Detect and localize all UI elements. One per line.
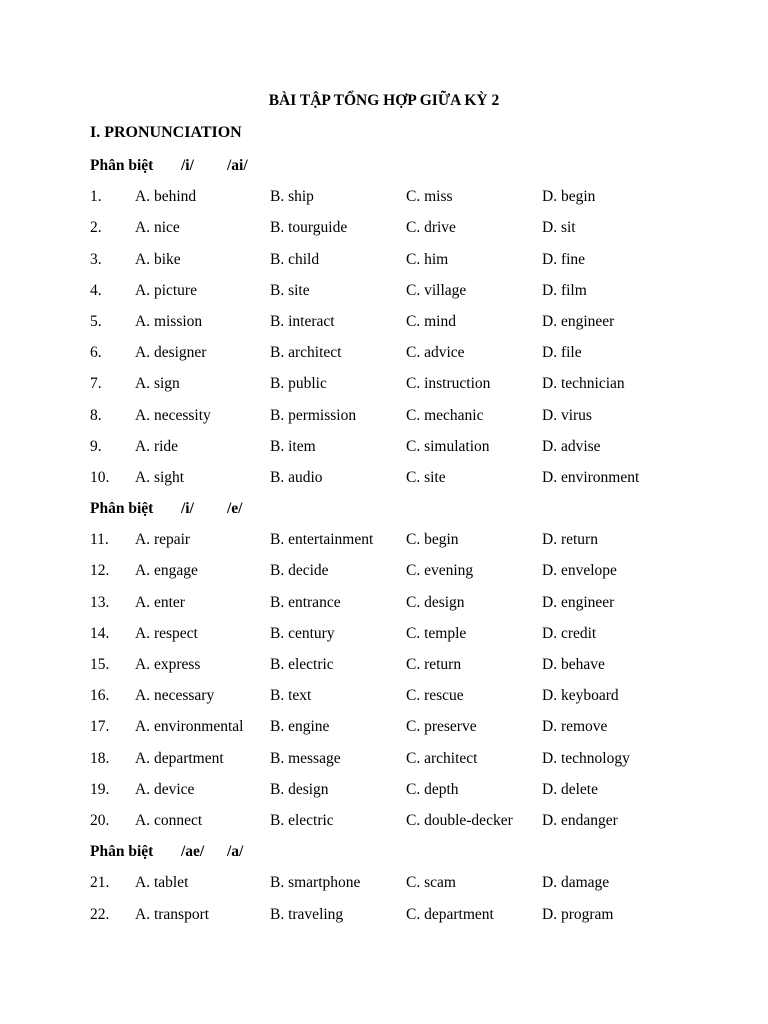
- option-d: D. program: [542, 905, 614, 923]
- question-row: [0, 711, 768, 742]
- question-row: [0, 743, 768, 774]
- option-d: D. virus: [542, 406, 592, 424]
- question-row: [0, 587, 768, 618]
- option-a: A. express: [135, 656, 201, 673]
- option-d: D. film: [542, 281, 587, 299]
- question-row: [0, 431, 768, 462]
- question-number: 11.: [90, 531, 109, 549]
- question-number: 1.: [90, 188, 102, 206]
- option-c: C. drive: [406, 219, 456, 237]
- option-a: A. enter: [135, 593, 185, 611]
- option-a: A. mission: [135, 312, 203, 330]
- option-a: A. designer: [135, 344, 207, 362]
- question-number: 10.: [90, 468, 110, 486]
- option-a: A. respect: [135, 624, 198, 642]
- phonetic-symbol: /ae/: [181, 843, 205, 861]
- question-row: [0, 680, 768, 711]
- option-c: C. scam: [406, 874, 456, 892]
- option-d: D. behave: [542, 656, 605, 673]
- option-c: C. architect: [406, 749, 478, 767]
- option-d: D. keyboard: [542, 687, 619, 705]
- group-label: Phân biệt: [90, 157, 154, 174]
- option-b: B. electric: [270, 811, 334, 829]
- option-b: B. permission: [270, 406, 357, 424]
- option-a: A. department: [135, 749, 224, 767]
- option-b: B. century: [270, 624, 335, 642]
- question-row: [0, 774, 768, 805]
- option-d: D. delete: [542, 780, 598, 798]
- option-a: A. device: [135, 780, 195, 798]
- phonetic-symbol: /e/: [227, 500, 243, 518]
- option-c: C. mind: [406, 312, 456, 330]
- option-c: C. him: [406, 250, 449, 268]
- question-row: [0, 462, 768, 493]
- group-heading: [0, 493, 768, 524]
- option-b: B. tourguide: [270, 219, 348, 237]
- option-d: D. environment: [542, 468, 640, 486]
- option-a: A. sight: [135, 468, 185, 486]
- option-b: B. smartphone: [270, 874, 361, 892]
- option-c: C. rescue: [406, 687, 464, 705]
- question-row: [0, 275, 768, 306]
- option-b: B. ship: [270, 188, 314, 206]
- option-c: C. design: [406, 593, 465, 611]
- option-b: B. electric: [270, 656, 334, 673]
- question-row: [0, 337, 768, 368]
- question-number: 13.: [90, 593, 110, 611]
- question-row: [0, 212, 768, 243]
- option-b: B. message: [270, 749, 341, 767]
- option-c: C. site: [406, 468, 446, 486]
- question-number: 17.: [90, 718, 110, 736]
- question-number: 19.: [90, 780, 110, 798]
- option-d: D. damage: [542, 874, 610, 892]
- question-number: 6.: [90, 344, 102, 362]
- option-a: A. behind: [135, 188, 197, 206]
- question-number: 8.: [90, 406, 102, 424]
- option-b: B. public: [270, 375, 327, 393]
- question-number: 21.: [90, 874, 110, 892]
- option-c: C. evening: [406, 562, 474, 580]
- option-b: B. traveling: [270, 905, 344, 923]
- phonetic-symbol: /ai/: [227, 157, 248, 174]
- question-number: 22.: [90, 905, 110, 923]
- option-b: B. child: [270, 250, 320, 268]
- option-d: D. remove: [542, 718, 608, 736]
- question-number: 18.: [90, 749, 110, 767]
- question-number: 14.: [90, 624, 110, 642]
- option-c: C. depth: [406, 780, 459, 798]
- question-number: 9.: [90, 437, 102, 455]
- question-number: 4.: [90, 281, 102, 299]
- group-label: Phân biệt: [90, 500, 154, 518]
- option-d: D. technology: [542, 749, 630, 767]
- question-number: 2.: [90, 219, 102, 237]
- question-row: [0, 244, 768, 275]
- option-a: A. transport: [135, 905, 210, 923]
- option-b: B. site: [270, 281, 310, 299]
- option-a: A. necessary: [135, 687, 215, 705]
- option-d: D. sit: [542, 219, 576, 237]
- option-b: B. engine: [270, 718, 330, 736]
- option-c: C. temple: [406, 624, 467, 642]
- option-c: C. department: [406, 905, 494, 923]
- option-d: D. fine: [542, 250, 586, 268]
- question-number: 7.: [90, 375, 102, 393]
- question-number: 16.: [90, 687, 110, 705]
- option-d: D. begin: [542, 188, 596, 206]
- group-heading: [0, 836, 768, 867]
- option-b: B. decide: [270, 562, 329, 580]
- option-b: B. architect: [270, 344, 342, 362]
- option-b: B. interact: [270, 312, 335, 330]
- option-d: D. file: [542, 344, 582, 362]
- option-c: C. double-decker: [406, 811, 513, 829]
- option-b: B. text: [270, 687, 312, 705]
- question-row: [0, 368, 768, 399]
- option-c: C. advice: [406, 344, 465, 362]
- question-number: 5.: [90, 312, 102, 330]
- group-heading: [0, 150, 768, 181]
- group-label: Phân biệt: [90, 843, 154, 861]
- option-a: A. bike: [135, 250, 181, 268]
- question-row: [0, 618, 768, 649]
- option-d: D. engineer: [542, 593, 615, 611]
- option-a: A. connect: [135, 811, 203, 829]
- question-row: [0, 400, 768, 431]
- option-c: C. village: [406, 281, 467, 299]
- question-row: [0, 524, 768, 555]
- question-row: [0, 867, 768, 898]
- option-a: A. tablet: [135, 874, 189, 892]
- option-d: D. credit: [542, 624, 597, 642]
- option-d: D. endanger: [542, 811, 618, 829]
- question-row: [0, 306, 768, 337]
- option-c: C. preserve: [406, 718, 477, 736]
- option-b: B. design: [270, 780, 329, 798]
- question-number: 15.: [90, 656, 110, 673]
- option-b: B. entertainment: [270, 531, 374, 549]
- option-d: D. engineer: [542, 312, 615, 330]
- option-d: D. advise: [542, 437, 601, 455]
- phonetic-symbol: /a/: [227, 843, 244, 861]
- question-row: [0, 181, 768, 212]
- option-d: D. technician: [542, 375, 625, 393]
- phonetic-symbol: /i/: [181, 500, 194, 518]
- question-number: 3.: [90, 250, 102, 268]
- option-a: A. nice: [135, 219, 180, 237]
- question-number: 12.: [90, 562, 110, 580]
- option-d: D. return: [542, 531, 598, 549]
- question-row: [0, 555, 768, 586]
- option-a: A. sign: [135, 375, 180, 393]
- option-b: B. item: [270, 437, 316, 455]
- option-a: A. ride: [135, 437, 179, 455]
- option-c: C. simulation: [406, 437, 490, 455]
- option-a: A. environmental: [135, 718, 244, 736]
- option-a: A. picture: [135, 281, 197, 299]
- phonetic-symbol: /i/: [181, 157, 194, 174]
- option-b: B. entrance: [270, 593, 341, 611]
- option-a: A. necessity: [135, 406, 211, 424]
- option-c: C. instruction: [406, 375, 491, 393]
- section-heading: I. PRONUNCIATION: [90, 124, 242, 141]
- question-row: [0, 649, 768, 680]
- option-d: D. envelope: [542, 562, 617, 580]
- option-c: C. miss: [406, 188, 453, 206]
- question-row: [0, 899, 768, 930]
- option-a: A. repair: [135, 531, 191, 549]
- option-b: B. audio: [270, 468, 323, 486]
- page-title: BÀI TẬP TỔNG HỢP GIỮA KỲ 2: [268, 92, 500, 109]
- question-number: 20.: [90, 811, 110, 829]
- option-c: C. mechanic: [406, 406, 484, 424]
- option-c: C. return: [406, 656, 462, 673]
- question-list: [0, 150, 768, 930]
- option-c: C. begin: [406, 531, 459, 549]
- question-row: [0, 805, 768, 836]
- option-a: A. engage: [135, 562, 198, 580]
